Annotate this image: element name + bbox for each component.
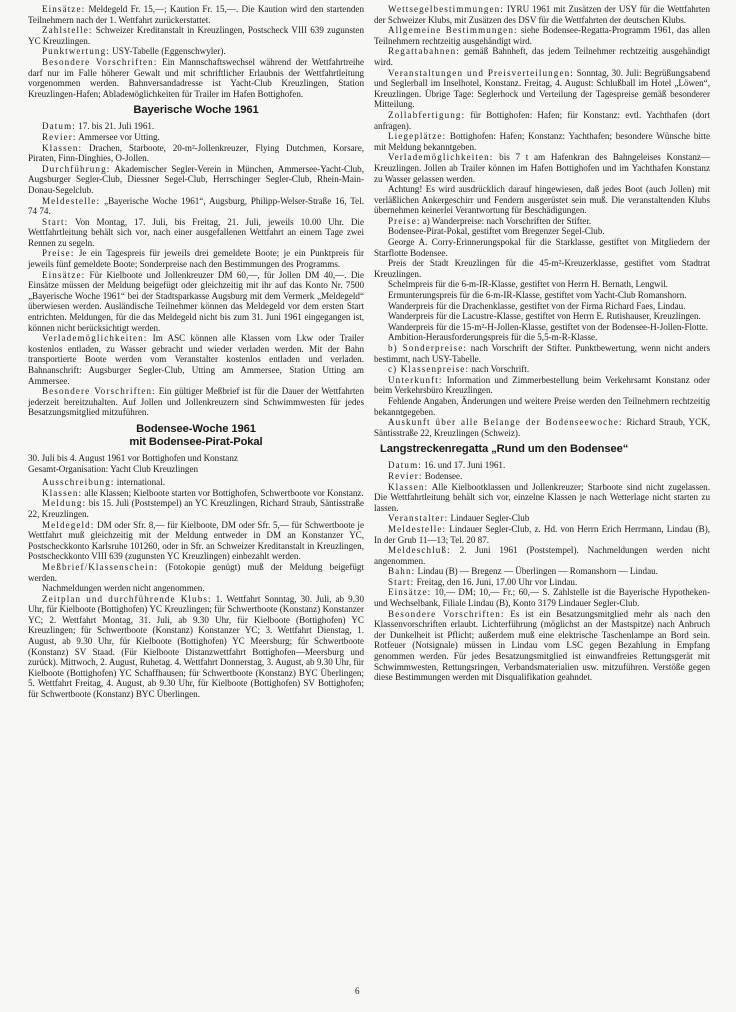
paragraph: George A. Corry-Erinnerungspokal für die Starklasse, gestiftet von Mitgliedern der Starflotte Bodensee. bbox=[374, 237, 710, 258]
paragraph: Einsätze: Meldegeld Fr. 15,—; Kaution Fr. 15,—. Die Kaution wird den startenden Teilnehmern nach der 1. Wettfahrt zurückerstattet. bbox=[28, 4, 364, 25]
paragraph: Preis der Stadt Kreuzlingen für die 45-m²-Kreuzerklasse, gestiftet vom Stadtrat Kreuzlingen. bbox=[374, 258, 710, 279]
section-subheading-pirat-pokal: mit Bodensee-Pirat-Pokal bbox=[129, 435, 263, 448]
paragraph: Einsätze: 10,— DM; 10,— Fr.; 60,— S. Zahlstelle ist die Bayerische Hypotheken- und Wechselbank, Filiale Lindau (B), Konto 3179 Lindauer Segler-Club. bbox=[374, 587, 710, 609]
paragraph: Meßbrief/Klassenschein: (Fotokopie genügt) muß der Meldung beigefügt werden. bbox=[28, 561, 364, 583]
paragraph: Nachmeldungen werden nicht angenommen. bbox=[42, 583, 205, 594]
paragraph: Wanderpreis für die Drachenklasse, gestiftet von der Firma Richard Faes, Lindau. bbox=[388, 300, 686, 311]
paragraph: Punktwertung: USY-Tabelle (Eggenschwyler). bbox=[42, 46, 226, 57]
paragraph: Ausschreibung: international. bbox=[42, 477, 165, 488]
paragraph: Unterkunft: Information und Zimmerbestellung beim Verkehrsamt Konstanz oder beim Verkehrsbüro Kreuzlingen. bbox=[374, 374, 710, 396]
paragraph: Bodensee-Pirat-Pokal, gestiftet vom Bregenzer Segel-Club. bbox=[388, 226, 605, 237]
paragraph: Revier: Bodensee. bbox=[388, 470, 463, 481]
paragraph: Einsätze: Für Kielboote und Jollenkreuzer DM 60,—, für Jollen DM 40,—. Die Einsätze müssen der Meldung beigefügt oder gleichzeitig mit ihr auf das Konto Nr. 7500 „Bayerische Woche 1961“ bei der Stadtsparkasse Augsburg mit dem Vermerk „Meldegeld“ überwiesen werden. Ausländische Teilnehmer können das Meldegeld vor dem ersten Start entrichten. Meldungen, für die das Meldegeld nicht bis zum 31. Juni 1961 eingegangen ist, können nicht berücksichtigt werden. bbox=[28, 269, 364, 333]
paragraph: Schelmpreis für die 6-m-IR-Klasse, gestiftet von Herrn H. Bernath, Lengwil. bbox=[388, 279, 669, 290]
paragraph: Fehlende Angaben, Änderungen und weitere Preise werden den Teilnehmern rechtzeitig bekanntgegeben. bbox=[374, 395, 710, 417]
page-number: 6 bbox=[355, 986, 360, 996]
paragraph: Bahn: Lindau (B) — Bregenz — Überlingen — Romanshorn — Lindau. bbox=[388, 566, 658, 577]
paragraph: Wettsegelbestimmungen: IYRU 1961 mit Zusätzen der USY für die Wettfahrten der Schweizer Klubs, mit Zusätzen des DSV für die Wettfahrten der deutschen Klubs. bbox=[374, 4, 710, 25]
left-column bbox=[28, 4, 364, 700]
paragraph: Zollabfertigung: für Bottighofen: Hafen; für Konstanz: evtl. Yachthafen (dort anfragen). bbox=[374, 109, 710, 131]
paragraph: Datum: 17. bis 21. Juli 1961. bbox=[42, 121, 155, 132]
paragraph: Start: Freitag, den 16. Juni, 17.00 Uhr vor Lindau. bbox=[388, 576, 578, 587]
section-organisation: Gesamt-Organisation: Yacht Club Kreuzlingen bbox=[28, 463, 199, 474]
paragraph: Veranstaltungen und Preisverteilungen: Sonntag, 30. Juli: Begrüßungsabend und Seglerball im Inselhotel, Konstanz. Freitag, 4. August: Schlußball im Hotel „Löwen“, Kreuzlingen. Übrige Tage: Seglerhock und Verteilung der Tagespreise gemäß besonderer Mitteilung. bbox=[374, 67, 710, 110]
paragraph: Besondere Vorschriften: Ein gültiger Meßbrief ist für die Dauer der Wettfahrten jederzeit bereitzuhalten. Auf Jollen und Jollenkreuzern sind Schwimmwesten für jedes Besatzungsmitglied mitzuführen. bbox=[28, 386, 364, 418]
paragraph: Datum: 16. und 17. Juni 1961. bbox=[388, 460, 506, 471]
paragraph: Regattabahnen: gemäß Bahnheft, das jedem Teilnehmer rechtzeitig ausgehändigt wird. bbox=[374, 46, 710, 67]
paragraph: Durchführung: Akademischer Segler-Verein in München, Ammersee-Yacht-Club, Augsburger Segler-Club, Diessner Segel-Club, Herrschinger Segler-Club, Rhein-Main-Donau-Segelclub. bbox=[28, 163, 364, 195]
paragraph: Meldestelle: „Bayerische Woche 1961“, Augsburg, Philipp-Welser-Straße 16, Tel. 74 74. bbox=[28, 195, 364, 217]
paragraph: Preise: Je ein Tagespreis für jeweils drei gemeldete Boote; je ein Punktpreis für jeweils fünf gemeldete Boote; Sonderpreise nach den Bestimmungen des Programms. bbox=[28, 248, 364, 270]
paragraph: Veranstalter: Lindauer Segler-Club bbox=[388, 513, 530, 524]
paragraph: Achtung! Es wird ausdrücklich darauf hingewiesen, daß jedes Boot (auch Jollen) mit verläßlichen Ankergeschirr und Fendern ausgerüstet sein muß. Die veranstaltenden Klubs übernehmen keinerlei Verantwortung für Beschädigungen. bbox=[374, 184, 710, 216]
paragraph: Verlademöglichkeiten: bis 7 t am Hafenkran des Bahngeleises Konstanz—Kreuzlingen. Jollen ab Trailer können im Hafen Bottighofen und im Yachthafen Konstanz zu Wasser gelassen werden. bbox=[374, 152, 710, 184]
paragraph: Wanderpreis für die 15-m²-H-Jollen-Klasse, gestiftet von der Bodensee-H-Jollen-Flotte. bbox=[388, 321, 708, 332]
paragraph: Zahlstelle: Schweizer Kreditanstalt in Kreuzlingen, Postscheck VIII 639 zugunsten YC Kreuzlingen. bbox=[28, 25, 364, 46]
paragraph: Ambition-Herausforderungspreis für die 5,5-m-R-Klasse. bbox=[388, 332, 598, 343]
paragraph: Preise: a) Wanderpreise: nach Vorschriften der Stifter. bbox=[388, 215, 592, 226]
paragraph: c) Klassenpreise: nach Vorschrift. bbox=[388, 364, 530, 375]
paragraph: Ermunterungspreis für die 6-m-IR-Klasse, gestiftet vom Yacht-Club Romanshorn. bbox=[388, 290, 687, 301]
paragraph: Zeitplan und durchführende Klubs: 1. Wettfahrt Sonntag, 30. Juli, ab 9.30 Uhr, für Kielboote (Bottighofen) YC Kreuzlingen; für Schwertboote (Konstanz) Konstanzer YC; 2. Wettfahrt Montag, 31. Juli, ab 9.30 Uhr, für Kielboote (Bottighofen) YC Kreuzlingen; für Schwertboote (Konstanz) Konstanzer YC; 3. Wettfahrt Dienstag, 1. August, ab 9.30 Uhr, für Kielboote (Bottighofen) YC Meersburg; für Schwertboote (Konstanz) SV Staad. (Für Kielboote Distanzwettfahrt Bottighofen—Meersburg und zurück). Mittwoch, 2. August, Ruhetag. 4. Wettfahrt Donnerstag, 3. August, ab 9.30 Uhr, für Kielboote (Bottighofen) YC Schaffhausen; für Schwertboote (Konstanz) BYC Überlingen; 5. Wettfahrt Freitag, 4. August, ab 9.30 Uhr, für Kielboote (Bottighofen) SV Bottighofen; für Schwertboote (Konstanz) BYC Überlingen. bbox=[28, 593, 364, 700]
paragraph: Klassen: Drachen, Starboote, 20-m²-Jollenkreuzer, Flying Dutchmen, Korsare, Piraten, Finn-Dinghies, O-Jollen. bbox=[28, 142, 364, 164]
paragraph: Meldegeld: DM oder Sfr. 8,— für Kielboote, DM oder Sfr. 5,— für Schwertboote je Wettfahrt muß gleichzeitig mit der Meldung entweder in DM an Konstanzer YC, Postscheckkonto Karlsruhe 101260, oder in Sfr. an Schweizer Kreditanstalt in Kreuzlingen, Postscheckkonto VIII 639 (zugunsten YC Kreuzlingen) einbezahlt werden. bbox=[28, 519, 364, 562]
paragraph: Wanderpreis für die Lacustre-Klasse, gestiftet von Herrn E. Rutishauser, Kreuzlingen. bbox=[388, 311, 701, 322]
paragraph: Besondere Vorschriften: Es ist ein Besatzungsmitglied mehr als nach den Klassenvorschriften erlaubt. Lichterführung (möglichst an der Mastspitze) nach Anbruch der Dunkelheit ist Pflicht; außerdem muß eine elektrische Taschenlampe an Bord sein. Rotfeuer (Notsignale) müssen in Lindau vom LSC gegen Bezahlung in Empfang genommen werden. Für jedes Besatzungsmitglied ist einwandfreies Rettungsgerät mit Schwimmwesten, Rettungsringen, Verbandsmaterialien usw. mitzuführen. Verstöße gegen diese Bestimmungen werden mit Disqualifikation geahndet. bbox=[374, 608, 710, 683]
paragraph: Klassen: Alle Kielbootklassen und Jollenkreuzer; Starboote sind nicht zugelassen. Die Wettfahrtleitung behält sich vor, einzelne Klassen je nach Wetterlage nicht starten zu lassen. bbox=[374, 481, 710, 513]
section-dates: 30. Juli bis 4. August 1961 vor Bottighofen und Konstanz bbox=[28, 452, 238, 463]
section-heading-langstreckenregatta: Langstreckenregatta „Rund um den Bodensee“ bbox=[380, 443, 629, 456]
paragraph: Liegeplätze: Bottighofen: Hafen; Konstanz: Yachthafen; besondere Wünsche bitte mit Meldung bekanntgeben. bbox=[374, 131, 710, 152]
paragraph: Besondere Vorschriften: Ein Mannschaftswechsel während der Wettfahrtreihe darf nur im Falle höherer Gewalt und mit schriftlicher Erlaubnis der Wettfahrtleitung vorgenommen werden. Bahnversandadresse ist Yacht-Club Kreuzlingen, Station Kreuzlingen-Hafen; Abladeмöglichkeiten für Trailer im Hafen Bottighofen. bbox=[28, 56, 364, 99]
paragraph: Meldeschluß: 2. Juni 1961 (Poststempel). Nachmeldungen werden nicht angenommen. bbox=[374, 545, 710, 566]
paragraph: Meldestelle: Lindauer Segler-Club, z. Hd. von Herrn Erich Herrmann, Lindau (B), In der Grub 11—13; Tel. 20 87. bbox=[374, 523, 710, 545]
paragraph: Revier: Ammersee vor Utting. bbox=[42, 131, 160, 142]
paragraph: Klassen: alle Klassen; Kielboote starten vor Bottighofen, Schwertboote vor Konstanz. bbox=[42, 487, 364, 498]
right-column bbox=[374, 4, 710, 683]
paragraph: Meldung: bis 15. Juli (Poststempel) an YC Kreuzlingen, Richard Straub, Säntisstraße 22, Kreuzlingen. bbox=[28, 498, 364, 519]
section-heading-bodensee-woche: Bodensee-Woche 1961 bbox=[136, 422, 256, 435]
paragraph: Auskunft über alle Belange der Bodenseewoche: Richard Straub, YCK, Säntisstraße 22, Kreuzlingen (Schweiz). bbox=[374, 417, 710, 438]
section-heading-bayerische-woche: Bayerische Woche 1961 bbox=[133, 104, 259, 117]
paragraph: Allgemeine Bestimmungen: siehe Bodensee-Regatta-Programm 1961, das allen Teilnehmern rechtzeitig ausgehändigt wird. bbox=[374, 25, 710, 46]
paragraph: Start: Von Montag, 17. Juli, bis Freitag, 21. Juli, jeweils 10.00 Uhr. Die Wettfahrtleitung behält sich vor, nach einer ausgefallenen Wettfahrt an einem Tage zwei Rennen zu segeln. bbox=[28, 216, 364, 248]
paragraph: Verlademöglichkeiten: Im ASC können alle Klassen vom Lkw oder Trailer kostenlos entladen, zu Wasser gebracht und wieder verladen werden. Mit der Bahn transportierte Boote werden vom Veranstalter kostenlos entladen und verladen. Bahnanschrift: Augsburger Segler-Club, Utting am Ammersee, Station Utting am Ammersee. bbox=[28, 333, 364, 386]
paragraph: b) Sonderpreise: nach Vorschrift der Stifter. Punktbewertung, wenn nicht anders bestimmt, nach USY-Tabelle. bbox=[374, 343, 711, 364]
